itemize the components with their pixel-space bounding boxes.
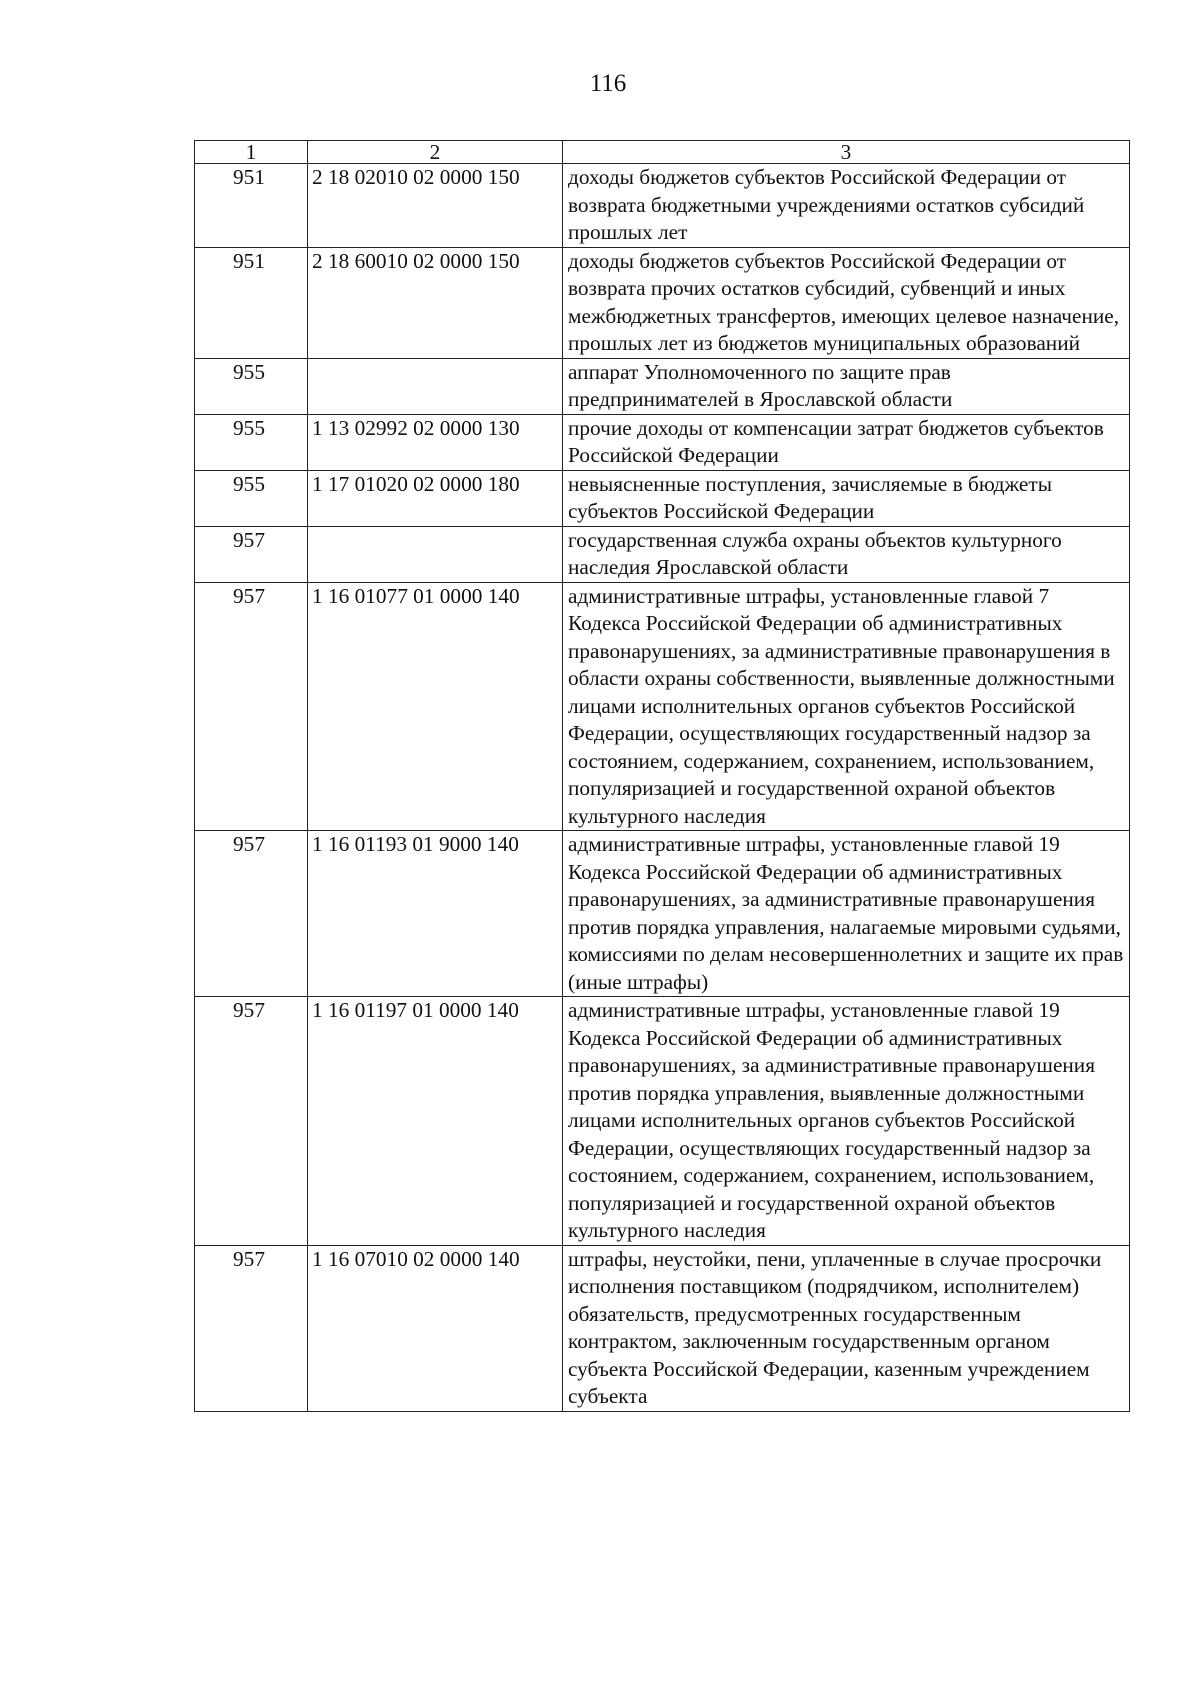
table-row — [195, 831, 1130, 997]
description-cell: невыясненные поступления, зачисляемые в бюджеты субъектов Российской Федерации — [563, 470, 1130, 526]
table-row — [195, 358, 1130, 414]
kbk-code-cell: 1 17 01020 02 0000 180 — [308, 470, 563, 526]
table-row — [195, 526, 1130, 582]
kbk-code-cell: 1 16 07010 02 0000 140 — [308, 1245, 563, 1411]
header-cell-1: 1 — [195, 141, 308, 164]
kbk-code-cell — [308, 526, 563, 582]
kbk-code-cell: 2 18 60010 02 0000 150 — [308, 247, 563, 358]
admin-code-cell: 955 — [195, 358, 308, 414]
description-cell: доходы бюджетов субъектов Российской Федерации от возврата бюджетными учреждениями остатков субсидий прошлых лет — [563, 164, 1130, 248]
revenue-codes-table-container — [194, 140, 1129, 1412]
admin-code-cell: 955 — [195, 470, 308, 526]
kbk-code-cell: 2 18 02010 02 0000 150 — [308, 164, 563, 248]
description-cell: административные штрафы, установленные главой 7 Кодекса Российской Федерации об административных правонарушениях, за административные правонарушения в области охраны собственности, выявленные должностными лицами исполнительных органов субъектов Российской Федерации, осуществляющих государственный надзор за состоянием, содержанием, сохранением, использованием, популяризацией и государственной охраной объектов культурного наследия — [563, 582, 1130, 831]
admin-code-cell: 957 — [195, 1245, 308, 1411]
table-row — [195, 997, 1130, 1246]
kbk-code-cell: 1 16 01077 01 0000 140 — [308, 582, 563, 831]
header-cell-2: 2 — [308, 141, 563, 164]
table-row — [195, 470, 1130, 526]
admin-code-cell: 957 — [195, 526, 308, 582]
table-row — [195, 414, 1130, 470]
admin-code-cell: 957 — [195, 831, 308, 997]
table-row — [195, 1245, 1130, 1411]
header-cell-3: 3 — [563, 141, 1130, 164]
table-row — [195, 247, 1130, 358]
description-cell: административные штрафы, установленные главой 19 Кодекса Российской Федерации об административных правонарушениях, за административные правонарушения против порядка управления, налагаемые мировыми судьями, комиссиями по делам несовершеннолетних и защите их прав (иные штрафы) — [563, 831, 1130, 997]
revenue-codes-table — [194, 140, 1130, 1412]
table-row — [195, 164, 1130, 248]
table-header-row — [195, 141, 1130, 164]
admin-code-cell: 951 — [195, 247, 308, 358]
description-cell: аппарат Уполномоченного по защите прав предпринимателей в Ярославской области — [563, 358, 1130, 414]
kbk-code-cell: 1 16 01193 01 9000 140 — [308, 831, 563, 997]
admin-code-cell: 951 — [195, 164, 308, 248]
admin-code-cell: 957 — [195, 997, 308, 1246]
description-cell: прочие доходы от компенсации затрат бюджетов субъектов Российской Федерации — [563, 414, 1130, 470]
kbk-code-cell — [308, 358, 563, 414]
kbk-code-cell: 1 13 02992 02 0000 130 — [308, 414, 563, 470]
table-body — [195, 141, 1130, 1412]
page-number: 116 — [589, 70, 627, 97]
admin-code-cell: 957 — [195, 582, 308, 831]
description-cell: доходы бюджетов субъектов Российской Федерации от возврата прочих остатков субсидий, субвенций и иных межбюджетных трансфертов, имеющих целевое назначение, прошлых лет из бюджетов муниципальных образований — [563, 247, 1130, 358]
description-cell: штрафы, неустойки, пени, уплаченные в случае просрочки исполнения поставщиком (подрядчиком, исполнителем) обязательств, предусмотренных государственным контрактом, заключенным государственным органом субъекта Российской Федерации, казенным учреждением субъекта — [563, 1245, 1130, 1411]
kbk-code-cell: 1 16 01197 01 0000 140 — [308, 997, 563, 1246]
description-cell: административные штрафы, установленные главой 19 Кодекса Российской Федерации об административных правонарушениях, за административные правонарушения против порядка управления, выявленные должностными лицами исполнительных органов субъектов Российской Федерации, осуществляющих государственный надзор за состоянием, содержанием, сохранением, использованием, популяризацией и государственной охраной объектов культурного наследия — [563, 997, 1130, 1246]
admin-code-cell: 955 — [195, 414, 308, 470]
description-cell: государственная служба охраны объектов культурного наследия Ярославской области — [563, 526, 1130, 582]
table-row — [195, 582, 1130, 831]
